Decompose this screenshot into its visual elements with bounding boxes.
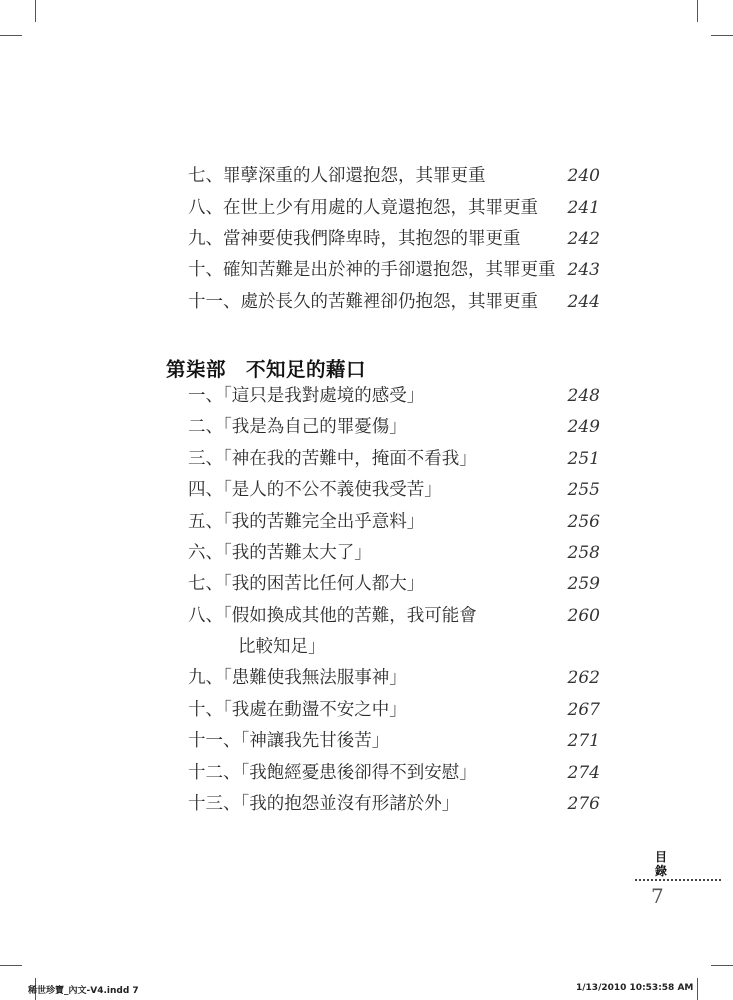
toc-entry-page: 251: [567, 449, 600, 469]
dotted-divider: [635, 879, 721, 881]
toc-entry-title: 十、確知苦難是出於神的手卻還抱怨，其罪更重: [188, 260, 556, 280]
toc-entry-page: 271: [567, 731, 600, 751]
toc-entry-page: 258: [567, 543, 600, 563]
toc-entry-title: 九、當神要使我們降卑時，其抱怨的罪更重: [188, 229, 521, 249]
toc-entry-title: 八、「假如換成其他的苦難，我可能會: [188, 606, 477, 626]
toc-entry-title: 十二、「我飽經憂患後卻得不到安慰」: [188, 763, 477, 783]
toc-entry-title: 六、「我的苦難太大了」: [188, 543, 372, 563]
toc-entry-page: 276: [567, 794, 600, 814]
toc-entry-title: 一、「這只是我對處境的感受」: [188, 386, 425, 406]
toc-entry-title: 十三、「我的抱怨並沒有形諸於外」: [188, 794, 460, 814]
toc-entry-page: 248: [567, 386, 600, 406]
side-label-char: 目: [654, 850, 667, 864]
toc-entry-page: 242: [567, 229, 600, 249]
toc-entry-title: 四、「是人的不公不義使我受苦」: [188, 480, 442, 500]
toc-entry-page: 240: [567, 166, 600, 186]
toc-entry-page: 241: [567, 198, 600, 218]
toc-entry-title: 十一、處於長久的苦難裡卻仍抱怨，其罪更重: [188, 292, 538, 312]
side-label-char: 錄: [654, 864, 667, 878]
toc-entry-page: 255: [567, 480, 600, 500]
print-slug-datetime: 1/13/2010 10:53:58 AM: [576, 983, 694, 993]
toc-entry-title: 二、「我是為自己的罪憂傷」: [188, 417, 407, 437]
toc-entry-page: 262: [567, 668, 600, 688]
toc-entry-page: 260: [567, 606, 600, 626]
toc-entry-page: 259: [567, 574, 600, 594]
toc-entry-page: 243: [567, 260, 600, 280]
toc-entry-title: 十、「我處在動盪不安之中」: [188, 700, 407, 720]
toc-entry-title: 三、「神在我的苦難中，掩面不看我」: [188, 449, 477, 469]
toc-entry-page: 244: [567, 292, 600, 312]
toc-entry-title: 十一、「神讓我先甘後苦」: [188, 731, 390, 751]
toc-entry-title-continued: 比較知足」: [238, 637, 326, 657]
toc-entry-page: 256: [567, 512, 600, 532]
print-slug-file: 稀世珍寶_內文-V4.indd 7: [28, 986, 139, 996]
toc-entry-page: 267: [567, 700, 600, 720]
toc-entry-page: 274: [567, 763, 600, 783]
section-title: 第柒部 不知足的藉口: [166, 358, 367, 381]
toc-entry-title: 七、「我的困苦比任何人都大」: [188, 574, 425, 594]
toc-entry-title: 九、「患難使我無法服事神」: [188, 668, 407, 688]
toc-entry-title: 五、「我的苦難完全出乎意料」: [188, 512, 425, 532]
toc-entry-title: 八、在世上少有用處的人竟還抱怨，其罪更重: [188, 198, 538, 218]
toc-entry-title: 七、罪孽深重的人卻還抱怨，其罪更重: [188, 166, 486, 186]
page-number: 7: [651, 884, 664, 908]
toc-entry-page: 249: [567, 417, 600, 437]
side-label-contents: [650, 850, 672, 878]
